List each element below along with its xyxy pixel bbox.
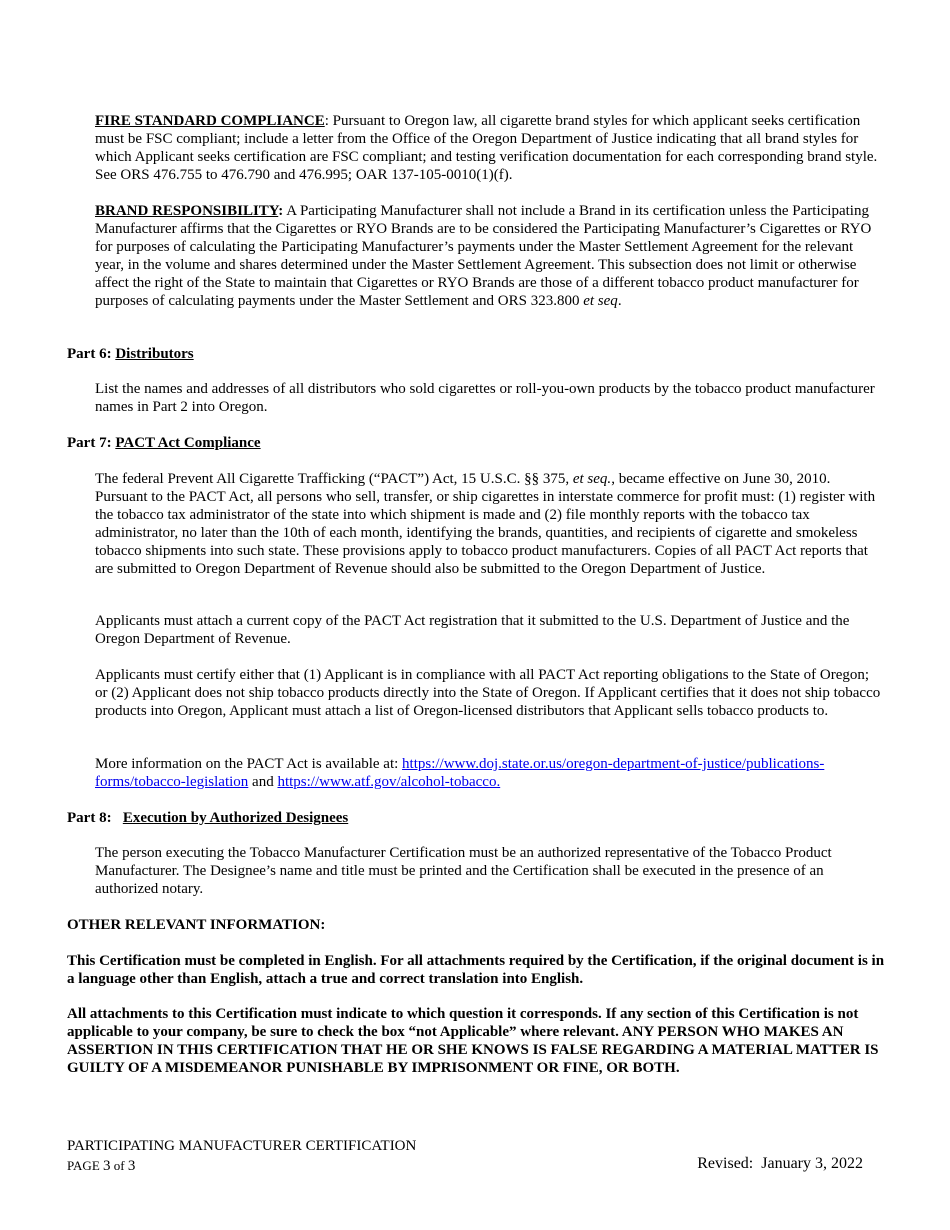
part8-label: Part 8:	[67, 810, 123, 826]
part8-title: Execution by Authorized Designees	[122, 810, 349, 826]
footer-title: PARTICIPATING MANUFACTURER CERTIFICATION	[67, 1138, 417, 1154]
part8-text: The person executing the Tobacco Manufacturer Certification must be an authorized representative of the Tobacco Product Manufacturer. The Designee’s name and title must be printed and the Certification shall be executed in the presence of an authorized notary.	[95, 845, 832, 897]
part6-title: Distributors	[115, 346, 194, 362]
footer-revised-date: Revised: January 3, 2022	[697, 1155, 863, 1172]
other-info-paragraph-1: This Certification must be completed in English. For all attachments required by the Certification, if the original document is in a language other than English, attach a true and correct translation into English.	[67, 953, 885, 987]
part6-label: Part 6:	[67, 346, 116, 362]
page-num: 3	[103, 1158, 111, 1174]
doj-link[interactable]: https://www.doj.state.or.us/oregon-department-of-justice/publications-forms/tobacco-legislation	[95, 756, 825, 790]
page-of: of	[110, 1158, 128, 1173]
brand-responsibility-paragraph	[95, 202, 885, 310]
other-info-heading: OTHER RELEVANT INFORMATION:	[67, 917, 326, 933]
brand-responsibility-heading: BRAND RESPONSIBILITY	[95, 203, 279, 219]
part7-paragraph-4	[95, 755, 885, 791]
fire-standard-paragraph	[95, 112, 885, 184]
part7-p4-and: and	[248, 774, 278, 790]
part7-label: Part 7:	[67, 435, 116, 451]
fire-standard-text: : Pursuant to Oregon law, all cigarette brand styles for which applicant seeks certification must be FSC compliant; include a letter from the Office of the Oregon Department of Justice indicating that all brand styles for which Applicant seeks certification are FSC compliant; and testing verification documentation for each corresponding brand style. See ORS 476.755 to 476.790 and 476.995; OAR 137-105-0010(1)(f).	[95, 113, 878, 183]
brand-responsibility-italic: et seq	[583, 293, 618, 309]
atf-link[interactable]: https://www.atf.gov/alcohol-tobacco.	[277, 774, 501, 790]
part6-heading	[67, 345, 885, 363]
part7-paragraph-1	[95, 470, 885, 578]
brand-responsibility-text: A Participating Manufacturer shall not include a Brand in its certification unless the Participating Manufacturer affirms that the Cigarettes or RYO Brands are to be considered the Participating Manufacturer’s Cigarettes or RYO for purposes of calculating the Participating Manufacturer’s payments under the Master Settlement Agreement for the relevant year, in the volume and shares determined under the Master Settlement Agreement. This subsection does not limit or otherwise affect the right of the State to maintain that Cigarettes or RYO Brands are those of a different tobacco product manufacturer for purposes of calculating payments under the Master Settlement and ORS 323.800	[95, 203, 872, 309]
part7-paragraph-3: Applicants must certify either that (1) Applicant is in compliance with all PACT Act reporting obligations to the State of Oregon; or (2) Applicant does not ship tobacco products directly into the State of Oregon. If Applicant certifies that it does not ship tobacco products into Oregon, Applicant must attach a list of Oregon-licensed distributors that Applicant sells tobacco products to.	[95, 667, 881, 719]
part7-paragraph-2: Applicants must attach a current copy of the PACT Act registration that it submitted to the U.S. Department of Justice and the Oregon Department of Revenue.	[95, 613, 850, 647]
part7-p1-start: The federal Prevent All Cigarette Trafficking (“PACT”) Act, 15 U.S.C. §§ 375,	[95, 471, 573, 487]
page-total: 3	[127, 1158, 136, 1174]
part7-p1-italic: et seq.	[572, 471, 612, 487]
part6-text: List the names and addresses of all distributors who sold cigarettes or roll-you-own products by the tobacco product manufacturer names in Part 2 into Oregon.	[95, 381, 875, 415]
other-info-paragraph-2: All attachments to this Certification must indicate to which question it corresponds. If any section of this Certification is not applicable to your company, be sure to check the box “not Applicable” where relevant. ANY PERSON WHO MAKES AN ASSERTION IN THIS CERTIFICATION THAT HE OR SHE KNOWS IS FALSE REGARDING A MATERIAL MATTER IS GUILTY OF A MISDEMEANOR PUNISHABLE BY IMPRISONMENT OR FINE, OR BOTH.	[67, 1006, 879, 1076]
brand-responsibility-colon: :	[278, 203, 284, 219]
page-label: PAGE	[67, 1158, 104, 1173]
part7-title: PACT Act Compliance	[115, 435, 261, 451]
part8-heading	[67, 809, 885, 827]
part7-p1-rest: , became effective on June 30, 2010. Pursuant to the PACT Act, all persons who sell, transfer, or ship cigarettes in interstate commerce for profit must: (1) register with the tobacco tax administrator of the state into which shipment is made and (2) file monthly reports with the tobacco tax administrator, no later than the 10th of each month, identifying the brands, quantities, and recipients of cigarette and smokeless tobacco shipments into such state. These provisions apply to tobacco product manufacturers. Copies of all PACT Act reports that are submitted to Oregon Department of Revenue should also be submitted to the Oregon Department of Justice.	[95, 471, 876, 577]
part7-p4-start: More information on the PACT Act is available at:	[95, 756, 403, 772]
footer-page-number	[67, 1157, 135, 1175]
brand-responsibility-end: .	[617, 293, 622, 309]
fire-standard-heading: FIRE STANDARD COMPLIANCE	[95, 113, 325, 129]
part7-heading	[67, 434, 885, 452]
